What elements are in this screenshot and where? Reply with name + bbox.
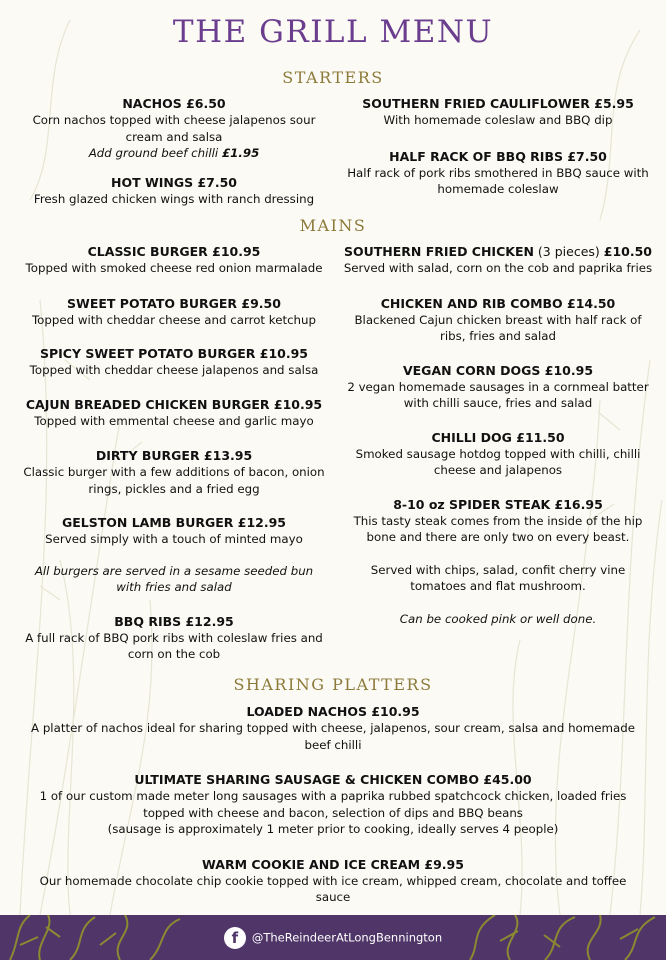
footer-bar [0, 915, 666, 960]
section-heading-sharing-platters: SHARING PLATTERS [233, 675, 433, 694]
starters-left-column [22, 96, 326, 208]
item-description: This tasty steak comes from the inside of the hip bone and there are only two on every beast. [353, 513, 643, 544]
menu-item-cajun-breaded-chicken-burger [22, 397, 326, 430]
item-description: A full rack of BBQ pork ribs with coleslaw fries and corn on the cob [25, 630, 323, 661]
section-heading-mains: MAINS [299, 216, 367, 235]
item-description: A platter of nachos ideal for sharing topped with cheese, jalapenos, sour cream, salsa and homemade beef chilli [31, 721, 635, 752]
menu-item-ultimate-sharing-combo [30, 772, 636, 838]
item-title: SOUTHERN FRIED CHICKEN [343, 244, 534, 259]
section-heading-starters: STARTERS [282, 68, 384, 87]
item-name: SWEET POTATO BURGER £9.50 [67, 295, 281, 311]
starters-right-column [342, 96, 654, 198]
mains-right-column [342, 244, 654, 627]
menu-item-chicken-and-rib-combo [342, 296, 654, 345]
sharing-platters-column [30, 704, 636, 906]
menu-item-half-rack-bbq-ribs [342, 149, 654, 198]
item-description: Blackened Cajun chicken breast with half rack of ribs, fries and salad [354, 312, 642, 343]
item-name: GELSTON LAMB BURGER £12.95 [61, 515, 286, 530]
item-name: HALF RACK OF BBQ RIBS £7.50 [389, 148, 607, 164]
facebook-link[interactable] [0, 926, 666, 949]
menu-item-spicy-sweet-potato-burger [22, 346, 326, 379]
note-text: All burgers are served in a sesame seeded bun with fries and salad [34, 563, 314, 594]
item-name: HOT WINGS £7.50 [110, 175, 238, 190]
item-description: With homemade coleslaw and BBQ dip [383, 113, 613, 127]
item-description: Fresh glazed chicken wings with ranch dressing [33, 192, 315, 206]
menu-item-nachos [22, 96, 326, 161]
item-name: DIRTY BURGER £13.95 [95, 448, 253, 463]
item-description: 1 of our custom made meter long sausages with a paprika rubbed spatchcock chicken, loaded fries topped with cheese and bacon, selection of dips and BBQ beans [39, 789, 627, 820]
item-description: Classic burger with a few additions of bacon, onion rings, pickles and a fried egg [23, 465, 325, 496]
item-serving: Served with chips, salad, confit cherry vine tomatoes and flat mushroom. [370, 562, 626, 593]
item-description: Topped with emmental cheese and garlic mayo [34, 413, 314, 428]
burger-serving-note [22, 563, 326, 596]
item-description: Topped with smoked cheese red onion marmalade [25, 261, 323, 275]
item-description: Served simply with a touch of minted mayo [45, 532, 303, 546]
menu-item-gelston-lamb-burger [22, 515, 326, 548]
item-name: CLASSIC BURGER £10.95 [87, 244, 261, 259]
item-price: £10.50 [603, 244, 653, 259]
menu-item-hot-wings [22, 175, 326, 208]
facebook-handle: @TheReindeerAtLongBennington [251, 930, 443, 945]
menu-item-vegan-corn-dogs [342, 363, 654, 412]
item-description: Topped with cheddar cheese and carrot ketchup [31, 312, 317, 327]
item-name: WARM COOKIE AND ICE CREAM £9.95 [202, 856, 464, 872]
item-name: SPICY SWEET POTATO BURGER £10.95 [39, 346, 308, 361]
menu-item-southern-fried-chicken [342, 244, 654, 277]
item-name: ULTIMATE SHARING SAUSAGE & CHICKEN COMBO £45.00 [134, 772, 532, 787]
menu-title: THE GRILL MENU [172, 14, 494, 50]
item-name: SOUTHERN FRIED CAULIFLOWER £5.95 [362, 96, 634, 111]
item-note: Can be cooked pink or well done. [399, 611, 597, 626]
item-description: Corn nachos topped with cheese jalapenos sour cream and salsa [32, 113, 316, 144]
item-description: Smoked sausage hotdog topped with chilli, chilli cheese and jalapenos [355, 446, 641, 477]
item-addon [22, 145, 326, 161]
item-description: 2 vegan homemade sausages in a cornmeal batter with chilli sauce, fries and salad [347, 379, 649, 410]
item-description-note: (sausage is approximately 1 meter prior to cooking, ideally serves 4 people) [107, 822, 559, 836]
menu-item-classic-burger [22, 244, 326, 277]
item-name [342, 244, 654, 260]
addon-text: Add ground beef chilli [88, 146, 222, 160]
menu-item-spider-steak [342, 497, 654, 628]
menu-item-dirty-burger [22, 448, 326, 497]
menu-item-southern-fried-cauliflower [342, 96, 654, 129]
menu-item-bbq-ribs [22, 614, 326, 663]
facebook-icon: f [224, 927, 246, 949]
menu-item-loaded-nachos [30, 704, 636, 753]
item-name: 8-10 oz SPIDER STEAK £16.95 [393, 496, 603, 512]
item-name: BBQ RIBS £12.95 [114, 613, 234, 629]
addon-price: £1.95 [221, 146, 260, 160]
item-name: NACHOS £6.50 [122, 96, 226, 111]
item-description: Our homemade chocolate chip cookie topped with ice cream, whipped cream, chocolate and toffee sauce [39, 873, 627, 904]
item-description: Served with salad, corn on the cob and paprika fries [343, 261, 653, 275]
item-quantity: (3 pieces) [533, 244, 604, 259]
menu-item-warm-cookie [30, 857, 636, 906]
item-name: LOADED NACHOS £10.95 [246, 704, 420, 719]
item-name: CAJUN BREADED CHICKEN BURGER £10.95 [25, 396, 323, 412]
item-name: CHICKEN AND RIB COMBO £14.50 [380, 295, 616, 311]
menu-item-chilli-dog [342, 430, 654, 479]
menu-item-sweet-potato-burger [22, 296, 326, 329]
item-description: Topped with cheddar cheese jalapenos and salsa [29, 363, 319, 377]
item-name: CHILLI DOG £11.50 [431, 429, 565, 445]
mains-left-column [22, 244, 326, 663]
item-name: VEGAN CORN DOGS £10.95 [402, 362, 594, 378]
item-description: Half rack of pork ribs smothered in BBQ sauce with homemade coleslaw [347, 165, 649, 196]
